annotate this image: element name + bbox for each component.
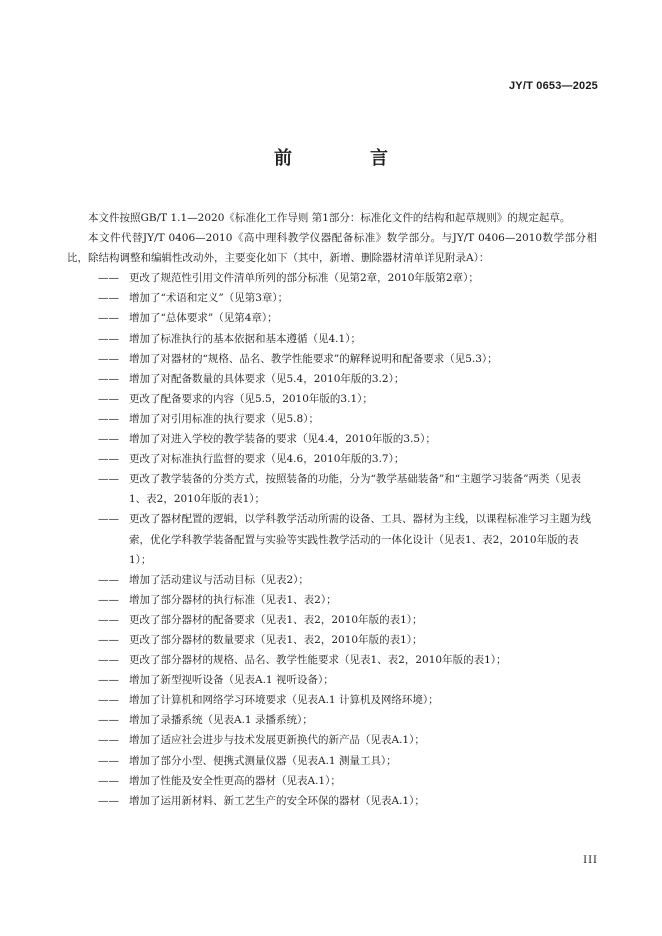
list-dash: —— <box>98 573 119 586</box>
list-dash: —— <box>98 714 119 727</box>
list-dash: —— <box>98 654 119 667</box>
page-number: III <box>583 855 598 866</box>
change-list-item <box>67 349 597 369</box>
change-list-item <box>67 329 597 349</box>
change-text: 增加了对配备数量的具体要求（见5.4，2010年版的3.2）； <box>129 372 405 385</box>
change-list-item <box>67 369 597 389</box>
change-list-item <box>67 308 597 328</box>
list-dash: —— <box>98 633 119 646</box>
change-text: 更改了规范性引用文件清单所列的部分标准（见第2章，2010年版第2章）； <box>129 272 479 285</box>
list-dash: —— <box>98 372 119 385</box>
change-text: 增加了部分小型、便携式测量仪器（见表A.1 测量工具）； <box>129 754 397 767</box>
change-list-item <box>67 268 597 288</box>
change-list-item <box>67 670 597 690</box>
change-list-item <box>67 590 597 610</box>
change-list <box>67 268 597 811</box>
change-text: 增加了对引用标准的执行要求（见5.8）； <box>129 412 319 425</box>
change-text: 更改了对标准执行监督的要求（见4.6，2010年版的3.7）； <box>129 453 405 466</box>
change-text: 增加了录播系统（见表A.1 录播系统）； <box>129 714 313 727</box>
change-text: 更改了配备要求的内容（见5.5，2010年版的3.1）； <box>129 392 373 405</box>
change-text: 增加了计算机和网络学习环境要求（见表A.1 计算机及网络环境）； <box>129 694 439 707</box>
change-text: 更改了教学装备的分类方式，按照装备的功能，分为“教学基础装备”和“主题学习装备”两类（见表1、表2，2010年版的表1）； <box>129 473 581 506</box>
change-list-item <box>67 630 597 650</box>
change-text: 更改了部分器材的配备要求（见表1、表2，2010年版的表1）； <box>129 613 423 626</box>
standard-code: JY/T 0653—2025 <box>508 80 598 92</box>
list-dash: —— <box>98 794 119 807</box>
change-list-item <box>67 791 597 811</box>
change-text: 增加了适应社会进步与技术发展更新换代的新产品（见表A.1）； <box>129 734 425 747</box>
list-dash: —— <box>98 513 119 526</box>
list-dash: —— <box>98 613 119 626</box>
change-list-item <box>67 409 597 429</box>
change-list-item <box>67 710 597 730</box>
list-dash: —— <box>98 734 119 747</box>
list-dash: —— <box>98 453 119 466</box>
list-dash: —— <box>98 332 119 345</box>
change-text: 增加了标准执行的基本依据和基本遵循（见4.1）； <box>129 332 361 345</box>
change-list-item <box>67 730 597 750</box>
document-body <box>67 208 597 811</box>
change-list-item <box>67 610 597 630</box>
change-text: 增加了部分器材的执行标准（见表1、表2）； <box>129 593 337 606</box>
list-dash: —— <box>98 694 119 707</box>
change-list-item <box>67 449 597 469</box>
change-text: 增加了性能及安全性更高的器材（见表A.1）； <box>129 774 341 787</box>
change-list-item <box>67 771 597 791</box>
change-text: 增加了活动建议与活动目标（见表2）； <box>129 573 309 586</box>
list-dash: —— <box>98 433 119 446</box>
list-dash: —— <box>98 593 119 606</box>
change-text: 增加了“术语和定义”（见第3章）； <box>129 292 289 305</box>
change-list-item <box>67 650 597 670</box>
change-list-item <box>67 751 597 771</box>
change-list-item <box>67 429 597 449</box>
change-list-item <box>67 469 597 509</box>
paragraph: 本文件按照GB/T 1.1—2020《标准化工作导则 第1部分：标准化文件的结构和起草规则》的规定起草。 <box>88 212 571 224</box>
paragraph: 本文件代替JY/T 0406—2010《高中理科教学仪器配备标准》数学部分。与JY/T 0406—2010数学部分相比，除结构调整和编辑性改动外，主要变化如下（其中，新增、删除器材清单详见附录A）： <box>67 232 597 265</box>
change-list-item <box>67 570 597 590</box>
list-dash: —— <box>98 352 119 365</box>
change-text: 增加了对进入学校的教学装备的要求（见4.4，2010年版的3.5）； <box>129 433 436 446</box>
list-dash: —— <box>98 272 119 285</box>
page-title: 前 言 <box>274 148 418 169</box>
change-text: 增加了“总体要求”（见第4章）； <box>129 312 278 325</box>
change-text: 更改了器材配置的逻辑，以学科教学活动所需的设备、工具、器材为主线，以课程标准学习主题为线索，优化学科教学装备配置与实验等实践性教学活动的一体化设计（见表1、表2，2010年版的表1）； <box>129 513 591 566</box>
change-text: 更改了部分器材的数量要求（见表1、表2，2010年版的表1）； <box>129 633 423 646</box>
list-dash: —— <box>98 292 119 305</box>
list-dash: —— <box>98 774 119 787</box>
list-dash: —— <box>98 473 119 486</box>
list-dash: —— <box>98 312 119 325</box>
change-text: 更改了部分器材的规格、品名、教学性能要求（见表1、表2，2010年版的表1）； <box>129 654 507 667</box>
list-dash: —— <box>98 674 119 687</box>
list-dash: —— <box>98 392 119 405</box>
change-list-item <box>67 389 597 409</box>
change-list-item <box>67 509 597 569</box>
change-list-item <box>67 288 597 308</box>
list-dash: —— <box>98 412 119 425</box>
change-text: 增加了对器材的“规格、品名、教学性能要求”的解释说明和配备要求（见5.3）； <box>129 352 498 365</box>
list-dash: —— <box>98 754 119 767</box>
change-text: 增加了新型视听设备（见表A.1 视听设备）； <box>129 674 334 687</box>
change-text: 增加了运用新材料、新工艺生产的安全环保的器材（见表A.1）； <box>129 794 425 807</box>
change-list-item <box>67 690 597 710</box>
